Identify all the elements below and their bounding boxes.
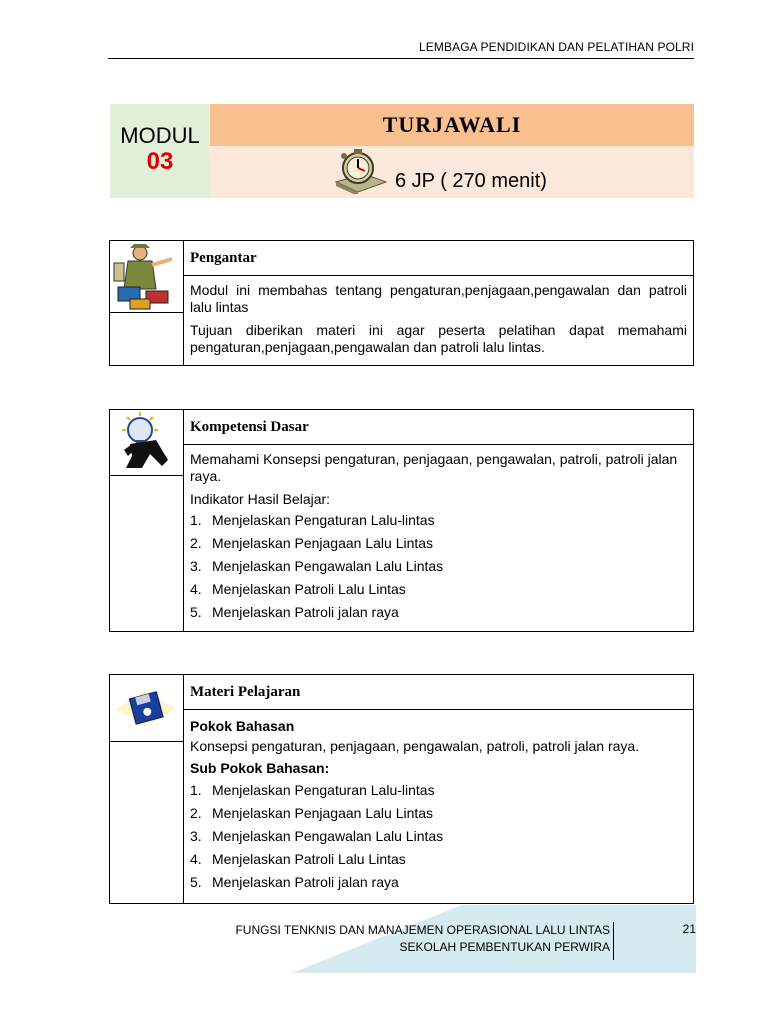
section-kompetensi — [109, 409, 694, 632]
icon-cell — [110, 410, 183, 476]
clock-icon — [332, 148, 388, 194]
list-item: 1. Menjelaskan Pengaturan Lalu-lintas — [190, 782, 435, 798]
paragraph: Tujuan diberikan materi ini agar peserta pelatihan dapat memahami pengaturan,penjagaan,pengawalan dan patroli lalu lintas. — [190, 322, 687, 355]
footer-line-2: SEKOLAH PEMBENTUKAN PERWIRA — [399, 940, 610, 954]
sub-pokok-label: Sub Pokok Bahasan: — [190, 760, 330, 776]
list-item: 3. Menjelaskan Pengawalan Lalu Lintas — [190, 558, 444, 574]
lightbulb-idea-icon — [110, 410, 182, 474]
paragraph: Modul ini membahas tentang pengaturan,penjagaan,pengawalan dan patroli lalu lintas — [190, 282, 687, 315]
section-body — [190, 715, 687, 894]
floppy-disk-icon — [110, 675, 182, 741]
footer-text — [200, 922, 610, 956]
list-item: 5. Menjelaskan Patroli jalan raya — [190, 604, 399, 620]
duration-bar — [210, 146, 694, 198]
icon-cell — [110, 241, 183, 313]
icon-column — [110, 241, 184, 365]
module-label: MODUL — [120, 123, 200, 148]
pokok-bahasan-label: Pokok Bahasan — [190, 718, 295, 734]
presenter-icon — [110, 241, 182, 311]
intro-text: Memahami Konsepsi pengaturan, penjagaan, pengawalan, patroli, patroli jalan raya. — [190, 451, 678, 484]
duration-text: 6 JP ( 270 menit) — [395, 170, 547, 192]
icon-column — [110, 410, 184, 631]
list-item: 2. Menjelaskan Penjagaan Lalu Lintas — [190, 805, 434, 821]
list-item: 5. Menjelaskan Patroli jalan raya — [190, 874, 399, 890]
page-number: 21 — [682, 922, 696, 936]
list-item: 1. Menjelaskan Pengaturan Lalu-lintas — [190, 512, 435, 528]
section-title: Pengantar — [184, 241, 693, 276]
indicator-list — [190, 509, 687, 624]
section-body — [190, 282, 687, 362]
section-materi — [109, 674, 694, 904]
section-title: Kompetensi Dasar — [184, 410, 693, 445]
footer-rule — [613, 922, 614, 960]
icon-column — [110, 675, 184, 903]
section-title: Materi Pelajaran — [184, 675, 693, 710]
module-label-box — [110, 104, 210, 198]
list-item: 3. Menjelaskan Pengawalan Lalu Lintas — [190, 828, 444, 844]
indicator-label: Indikator Hasil Belajar: — [190, 491, 331, 507]
list-item: 4. Menjelaskan Patroli Lalu Lintas — [190, 851, 406, 867]
module-number: 03 — [146, 148, 174, 175]
pokok-bahasan-text: Konsepsi pengaturan, penjagaan, pengawalan, patroli, patroli jalan raya. — [190, 738, 640, 754]
list-item: 4. Menjelaskan Patroli Lalu Lintas — [190, 581, 406, 597]
list-item: 2. Menjelaskan Penjagaan Lalu Lintas — [190, 535, 434, 551]
icon-cell — [110, 675, 183, 742]
header-rule — [108, 58, 694, 59]
section-body — [190, 451, 687, 624]
sub-pokok-list — [190, 779, 687, 894]
module-title: TURJAWALI — [210, 104, 694, 146]
footer-line-1: FUNGSI TENKNIS DAN MANAJEMEN OPERASIONAL LALU LINTAS — [235, 923, 610, 937]
running-header: LEMBAGA PENDIDIKAN DAN PELATIHAN POLRI — [419, 40, 694, 54]
section-pengantar — [109, 240, 694, 366]
